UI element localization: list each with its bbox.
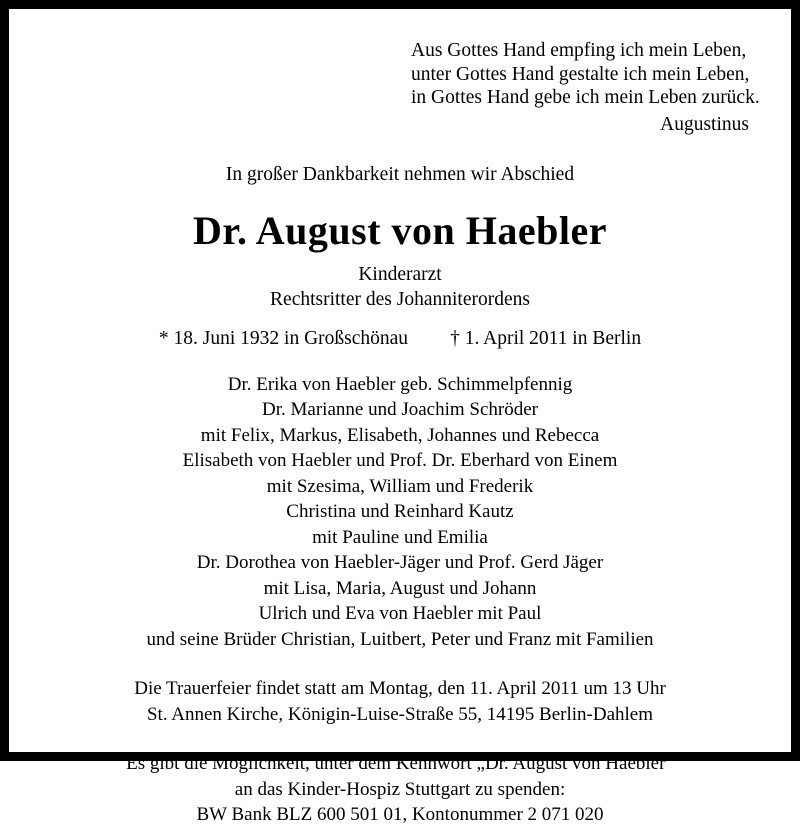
deceased-profession: Kinderarzt [358, 263, 442, 285]
family-line: und seine Brüder Christian, Luitbert, Peter und Franz mit Familien [146, 628, 654, 650]
life-dates [43, 328, 757, 350]
funeral-service-info [43, 676, 757, 727]
epigraph-line-1: Aus Gottes Hand empfing ich mein Leben, [411, 40, 747, 61]
family-line: mit Pauline und Emilia [312, 526, 488, 548]
epigraph-quote [411, 39, 760, 110]
family-line: mit Felix, Markus, Elisabeth, Johannes und Rebecca [200, 424, 600, 446]
family-line: Elisabeth von Haebler und Prof. Dr. Eberhard von Einem [182, 450, 618, 471]
epigraph-author: Augustinus [660, 113, 749, 135]
family-line: mit Lisa, Maria, August und Johann [263, 577, 537, 599]
birth-date: * 18. Juni 1932 in Großschönau [158, 327, 409, 349]
service-line: Die Trauerfeier findet statt am Montag, den 11. April 2011 um 13 Uhr [134, 678, 666, 699]
family-line: Christina und Reinhard Kautz [286, 501, 514, 522]
epigraph-line-2: unter Gottes Hand gestalte ich mein Leben, [411, 63, 750, 85]
deceased-honor: Rechtsritter des Johanniterordens [270, 288, 530, 310]
family-line: Ulrich und Eva von Haebler mit Paul [258, 603, 542, 624]
family-line: Dr. Erika von Haebler geb. Schimmelpfennig [227, 373, 573, 395]
family-line: mit Szesima, William und Frederik [266, 475, 534, 497]
donation-line: an das Kinder-Hospiz Stuttgart zu spenden: [234, 778, 566, 800]
family-line: Dr. Dorothea von Haebler-Jäger und Prof. Gerd Jäger [196, 552, 604, 573]
intro-text: In großer Dankbarkeit nehmen wir Abschied [225, 163, 575, 185]
donation-info [43, 751, 757, 828]
obituary-content [43, 39, 760, 825]
service-line: St. Annen Kirche, Königin-Luise-Straße 55, 14195 Berlin-Dahlem [146, 703, 654, 725]
epigraph-line-3: in Gottes Hand gebe ich mein Leben zurück. [411, 87, 760, 108]
deceased-name: Dr. August von Haebler [192, 207, 607, 253]
family-list [43, 372, 757, 653]
death-date: † 1. April 2011 in Berlin [450, 327, 642, 349]
donation-line: Es gibt die Möglichkeit, unter dem Kennwort „Dr. August von Haebler“ [126, 753, 674, 774]
donation-line: BW Bank BLZ 600 501 01, Kontonummer 2 071 020 [196, 804, 604, 825]
family-line: Dr. Marianne und Joachim Schröder [262, 399, 538, 420]
